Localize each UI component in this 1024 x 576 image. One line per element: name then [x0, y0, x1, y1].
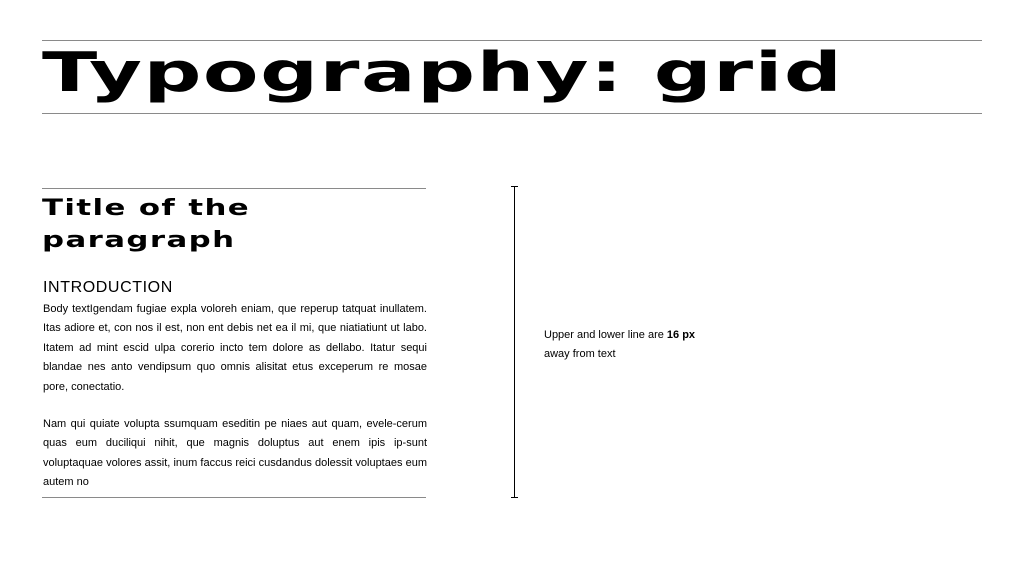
page-title: Typography: grid — [42, 41, 844, 104]
header-bottom-rule — [42, 113, 982, 114]
body-paragraph-1: Body textIgendam fugiae expla voloreh eniam, que reperup tatquat inullatem. Itas adiore et, con nos il est, non ent debis net ea il mi, que niatiatiunt ut labo. Itatem ad mint escid ulpa corerio incto tem dolore as dellabo. Itatur sequi blandae nes anto vendipsum quo omnis alisitat etus exceperum re mosae pore, conectatio. — [43, 303, 427, 393]
paragraph-top-rule — [42, 188, 426, 189]
body-paragraph-2: Nam qui quiate volupta ssumquam eseditin pe niaes aut quam, evele-cerum quas eum duciliqui nihit, que magnis doluptus aut enem ipis ip-sunt voluptaquae volores assit, inum faccus reici cusdandus dolessit voluptaes eum autem no — [43, 418, 427, 489]
paragraph-title-line-2: paragraph — [42, 228, 236, 253]
paragraph-bottom-rule — [42, 497, 426, 498]
spacing-measure-line — [514, 186, 515, 498]
annotation-text-line-2: away from text — [544, 348, 616, 361]
section-label: INTRODUCTION — [43, 279, 173, 296]
spacing-annotation — [544, 326, 695, 365]
paragraph-title-line-1: Title of the — [42, 196, 251, 221]
paragraph-title — [42, 193, 250, 257]
spacing-measure-top-cap — [511, 186, 518, 187]
spacing-measure-bottom-cap — [511, 497, 518, 498]
annotation-text: Upper and lower line are — [544, 329, 667, 341]
annotation-highlight: 16 px — [666, 329, 696, 341]
